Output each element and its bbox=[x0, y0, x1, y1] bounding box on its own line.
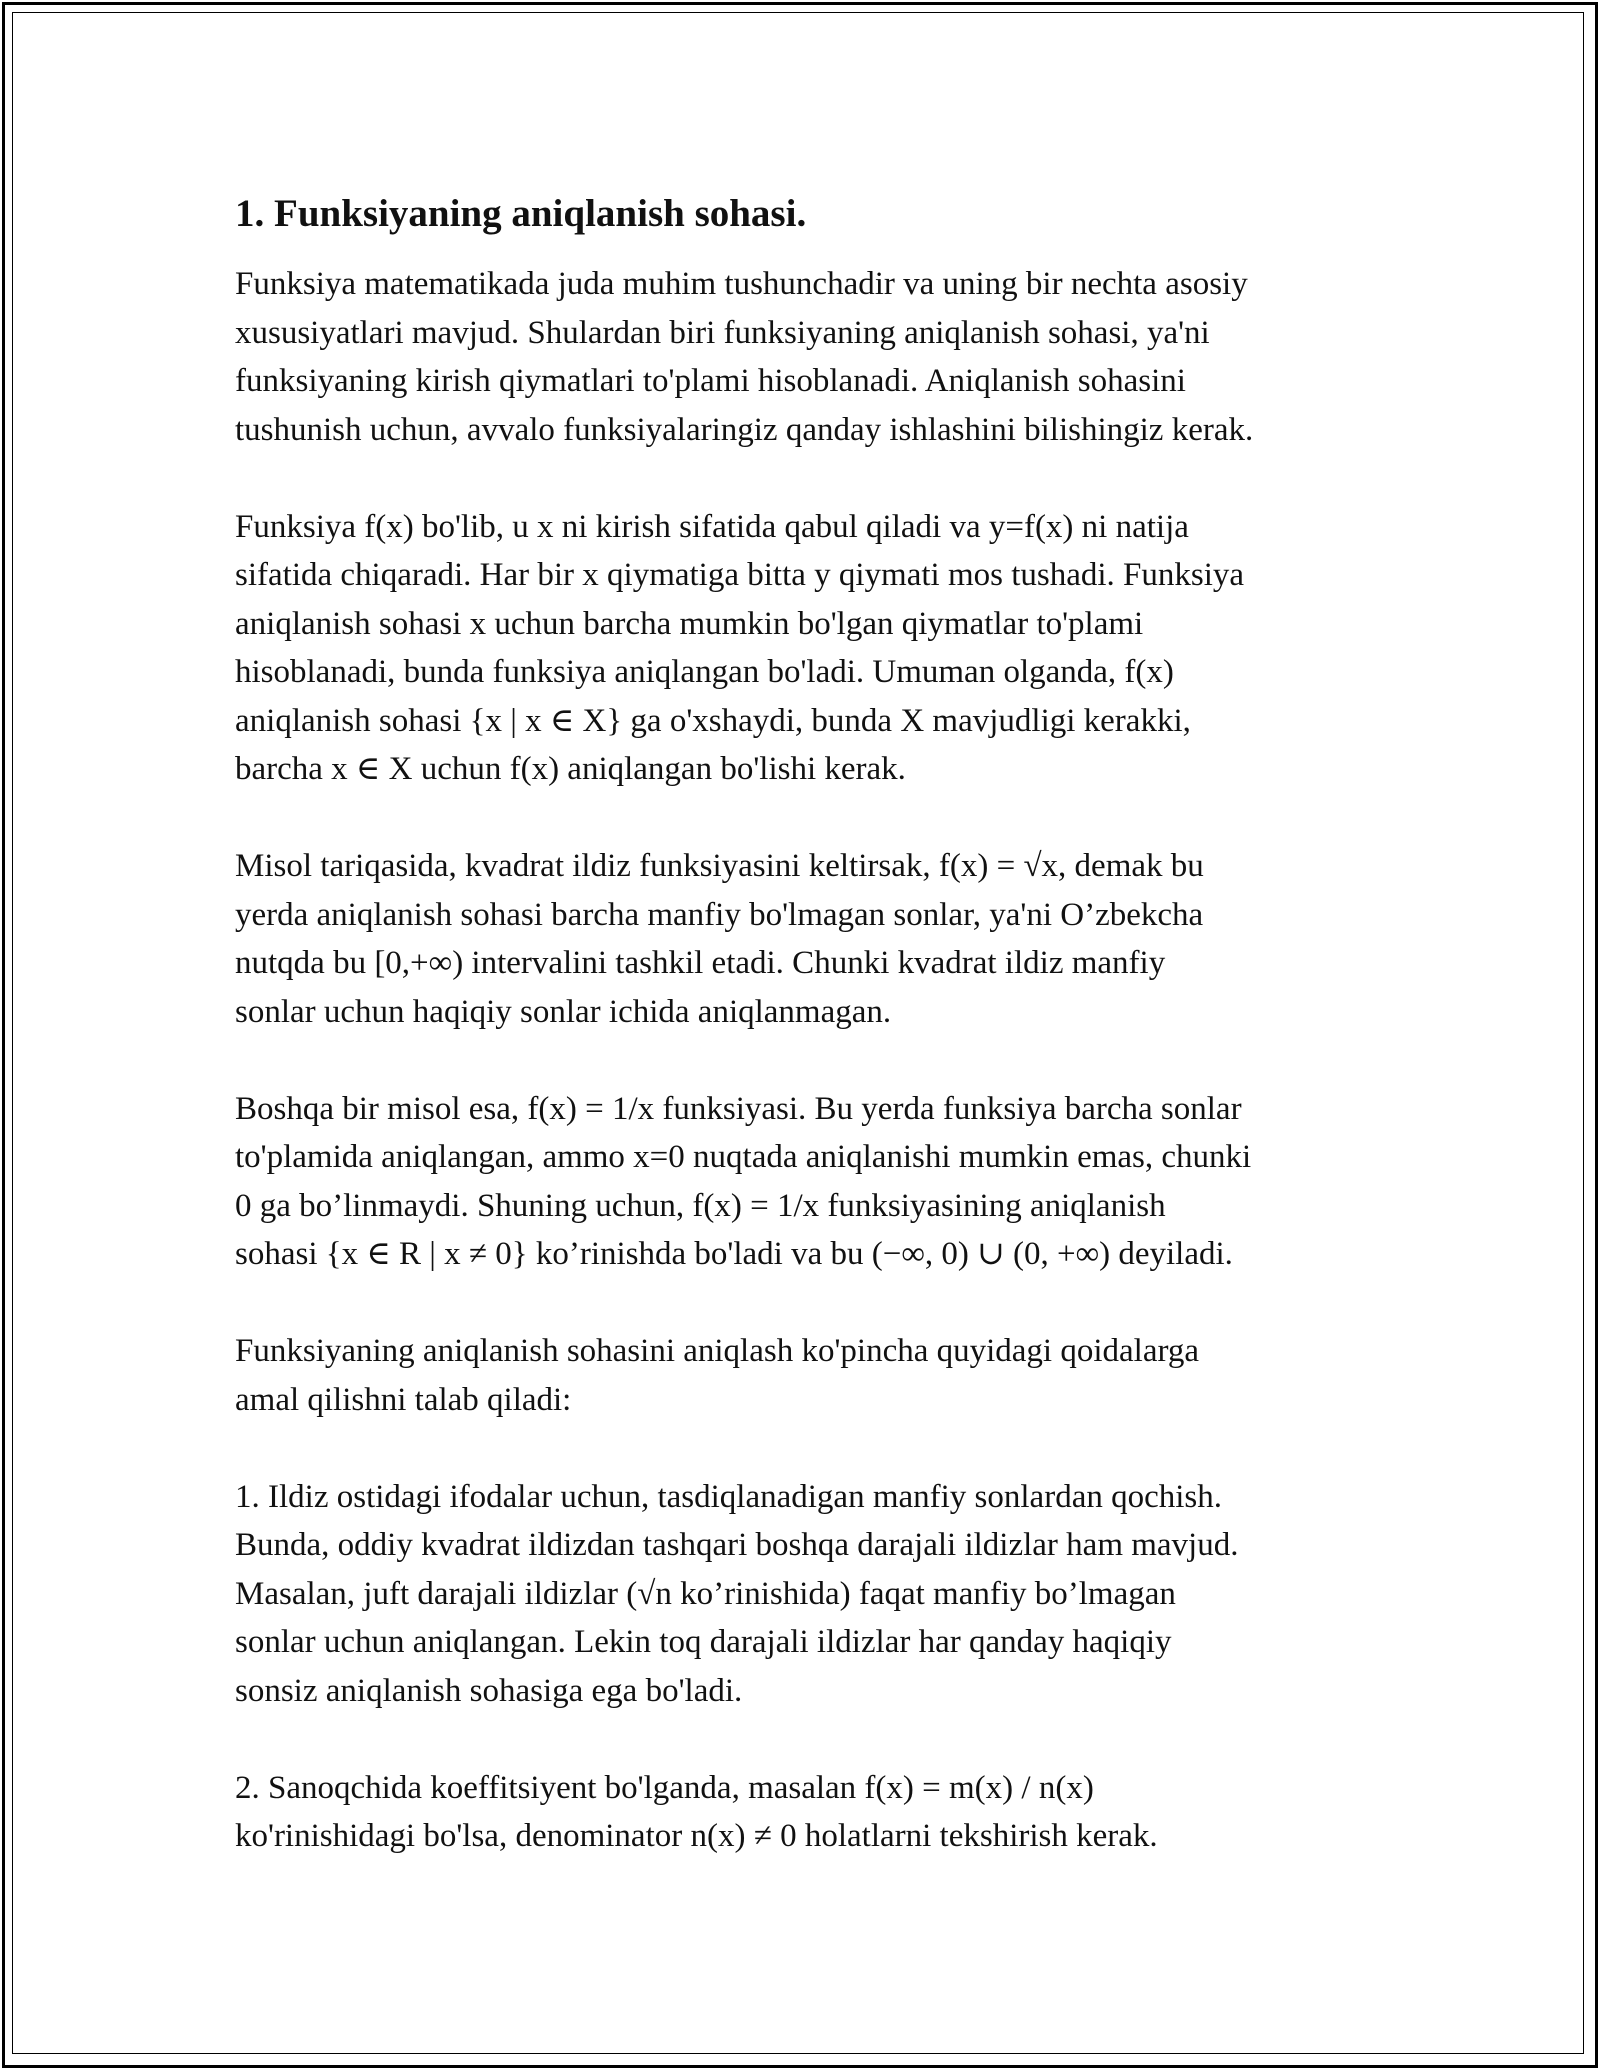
paragraph-intro bbox=[235, 260, 1385, 454]
text-line: barcha x ∈ X uchun f(x) aniqlangan bo'lishi kerak. bbox=[235, 751, 906, 787]
text-line: Masalan, juft darajali ildizlar (√n ko’rinishida) faqat manfiy bo’lmagan bbox=[235, 1575, 1176, 1612]
text-line: 1. Ildiz ostidagi ifodalar uchun, tasdiqlanadigan manfiy sonlardan qochish. bbox=[235, 1478, 1223, 1515]
text-line: hisoblanadi, bunda funksiya aniqlangan bo'ladi. Umuman olganda, f(x) bbox=[235, 654, 1174, 690]
paragraph-rule-2 bbox=[235, 1764, 1385, 1861]
text-line: sohasi {x ∈ R | x ≠ 0} ko’rinishda bo'ladi va bu (−∞, 0) ∪ (0, +∞) deyiladi. bbox=[235, 1236, 1233, 1272]
text-line: Funksiya matematikada juda muhim tushunchadir va uning bir nechta asosiy bbox=[235, 266, 1248, 302]
text-line: funksiyaning kirish qiymatlari to'plami hisoblanadi. Aniqlanish sohasini bbox=[235, 363, 1186, 399]
text-line: amal qilishni talab qiladi: bbox=[235, 1381, 572, 1418]
text-line: aniqlanish sohasi x uchun barcha mumkin bo'lgan qiymatlar to'plami bbox=[235, 605, 1144, 642]
paragraph-reciprocal-example bbox=[235, 1085, 1385, 1279]
text-line: 0 ga bo’linmaydi. Shuning uchun, f(x) = 1/x funksiyasining aniqlanish bbox=[235, 1187, 1166, 1224]
page-content bbox=[235, 188, 1385, 1861]
text-line: aniqlanish sohasi {x | x ∈ X} ga o'xshaydi, bunda X mavjudligi kerakki, bbox=[235, 702, 1191, 739]
text-line: to'plamida aniqlangan, ammo x=0 nuqtada aniqlanishi mumkin emas, chunki bbox=[235, 1139, 1252, 1175]
paragraph-sqrt-example bbox=[235, 842, 1385, 1036]
text-line: Funksiya f(x) bo'lib, u x ni kirish sifatida qabul qiladi va y=f(x) ni natija bbox=[235, 508, 1189, 545]
text-line: yerda aniqlanish sohasi barcha manfiy bo'lmagan sonlar, ya'ni O’zbekcha bbox=[235, 896, 1204, 933]
paragraph-definition bbox=[235, 503, 1385, 794]
section-heading: 1. Funksiyaning aniqlanish sohasi. bbox=[235, 192, 807, 235]
text-line: xususiyatlari mavjud. Shulardan biri funksiyaning aniqlanish sohasi, ya'ni bbox=[235, 314, 1210, 351]
text-line: sonlar uchun aniqlangan. Lekin toq darajali ildizlar har qanday haqiqiy bbox=[235, 1624, 1172, 1660]
text-line: 2. Sanoqchida koeffitsiyent bo'lganda, masalan f(x) = m(x) / n(x) bbox=[235, 1769, 1094, 1806]
text-line: nutqda bu [0,+∞) intervalini tashkil etadi. Chunki kvadrat ildiz manfiy bbox=[235, 945, 1166, 981]
text-line: sonsiz aniqlanish sohasiga ega bo'ladi. bbox=[235, 1672, 743, 1709]
text-line: sifatida chiqaradi. Har bir x qiymatiga bitta y qiymati mos tushadi. Funksiya bbox=[235, 557, 1245, 593]
text-line: ko'rinishidagi bo'lsa, denominator n(x) ≠ 0 holatlarni tekshirish kerak. bbox=[235, 1818, 1158, 1854]
text-line: Bunda, oddiy kvadrat ildizdan tashqari boshqa darajali ildizlar ham mavjud. bbox=[235, 1527, 1239, 1563]
text-line: Funksiyaning aniqlanish sohasini aniqlash ko'pincha quyidagi qoidalarga bbox=[235, 1333, 1200, 1369]
text-line: sonlar uchun haqiqiy sonlar ichida aniqlanmagan. bbox=[235, 993, 892, 1030]
text-line: Misol tariqasida, kvadrat ildiz funksiyasini keltirsak, f(x) = √x, demak bu bbox=[235, 848, 1204, 884]
paragraph-rule-1 bbox=[235, 1473, 1385, 1716]
text-line: Boshqa bir misol esa, f(x) = 1/x funksiyasi. Bu yerda funksiya barcha sonlar bbox=[235, 1090, 1242, 1127]
text-line: tushunish uchun, avvalo funksiyalaringiz qanday ishlashini bilishingiz kerak. bbox=[235, 411, 1254, 448]
paragraph-rules-intro bbox=[235, 1327, 1385, 1424]
